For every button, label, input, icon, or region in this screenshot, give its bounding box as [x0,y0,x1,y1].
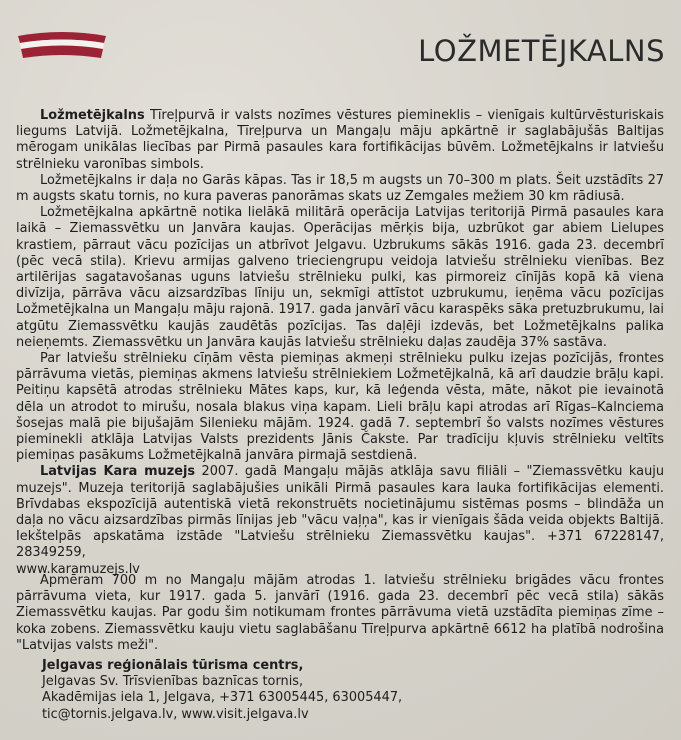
paragraph-battles: Ložmetējkalna apkārtnē notika lielākā militārā operācija Latvijas teritorijā Pirmā pasaules kara laikā – Ziemassvētku un Janvāra kaujas. Operācijas mērķis bija, uzbrūkot gar abiem Lielupes krastiem, pārraut vācu pozīcijas un atbrīvot Jelgavu. Uzbrukums sākās 1916. gada 23. decembrī (pēc vecā stila). Krievu armijas galveno trieciengrupu veidoja latviešu strēlnieku vienības. Bez artilērijas sagatavošanas uguns latviešu strēlnieku pulki, kas pirmoreiz cīnījās kopā kā viena divīzija, pārrāva vācu aizsardzības līniju un, sekmīgi attīstot uzbrukumu, ieņēma vācu pozīcijas Ložmetējkalna un Mangaļu māju rajonā. 1917. gada janvārī vācu karaspēks sāka pretuzbrukumu, lai atgūtu Ziemassvētku kaujās zaudētās pozīcijas. Tas daļēji izdevās, bet Ložmetējkalns palika neieņemts. Ziemassvētku un Janvāra kaujās latviešu strēlnieku daļas zaudēja 37% sastāva. [16,205,664,350]
term-lozmetejkalns: Ložmetējkalns [40,108,145,123]
main-text [16,108,664,578]
museum-website: www.karamuzejs.lv [16,561,140,577]
paragraph-breakthrough: Apmēram 700 m no Mangaļu mājām atrodas 1. latviešu strēlnieku brigādes vācu frontes pārrāvuma vieta, kur 1917. gada 5. janvārī (1916. gada 23. decembrī pēc vecā stila) sākās Ziemassvētku kaujas. Par godu šim notikumam frontes pārrāvuma vietā uzstādīta piemiņas zīme – koka zobens. Ziemassvētku kauju vietu saglabāšanu Tīreļpurva apkārtnē 6612 ha platībā nodrošina "Latvijas valsts meži". [16,573,664,653]
contact-block [42,658,642,723]
paragraph-geography: Ložmetējkalns ir daļa no Garās kāpas. Tas ir 18,5 m augsts un 70–300 m plats. Šeit uzstādīts 27 m augsts skatu tornis, no kura paveras panorāmas skats uz Zemgales mežiem 30 km rādiusā. [16,172,664,205]
paragraph-memorials: Par latviešu strēlnieku cīņām vēsta piemiņas akmeņi strēlnieku pulku izejas pozīcijās, frontes pārrāvuma vietās, piemiņas akmens latviešu strēlniekiem Ložmetējkalnā, kā arī daudzie brāļu kapi. Peitiņu kapsētā atrodas strēlnieku Mātes kaps, kur, kā leģenda vēsta, māte, nākot pie ievainotā dēla un atrodot to mirušu, nosala blakus viņa kapam. Lieli brāļu kapi atrodas arī Rīgas–Kalnciema šosejas malā pie bijušajām Silenieku mājām. 1924. gadā 7. septembrī šo valsts nozīmes vēstures pieminekli atklāja Latvijas Valsts prezidents Jānis Čakste. Par tradīciju kļuvis strēlnieku veltīts piemiņas pasākums Ložmetējkalnā janvāra pirmajā sestdienā. [16,351,664,464]
closing-text [16,573,664,654]
contact-line-tower: Jelgavas Sv. Trīsvienības baznīcas tornis, [42,674,304,690]
page-title: LOŽMETĒJKALNS [418,34,665,68]
term-war-museum: Latvijas Kara muzejs [40,464,196,480]
contact-line-web: tic@tornis.jelgava.lv, www.visit.jelgava.lv [42,706,309,722]
latvian-flag-icon [16,30,108,64]
contact-organization: Jelgavas reģionālais tūrisma centrs, [42,658,304,673]
contact-line-address: Akadēmijas iela 1, Jelgava, +371 63005445, 63005447, [42,690,403,706]
paragraph-museum: Latvijas Kara muzejs 2007. gadā Mangaļu mājās atklāja savu filiāli – "Ziemassvētku kauju muzejs". Muzeja teritorijā saglabājušies unikāli Pirmā pasaules kara lauka fortifikācijas elementi. Brīvdabas ekspozīcijā autentiskā vietā rekonstruēts nocietinājumu sistēmas posms – blindāža un daļa no vācu aizsardzības pirmās līnijas jeb "vācu vaļņa", kas ir vienīgais šāda veida objekts Baltijā. Iekštelpās apskatāma izstāde "Latviešu strēlnieku Ziemassvētku kaujas". +371 67228147, 28349259, www.karamuzejs.lv [16,464,664,577]
paragraph-intro: Ložmetējkalns Tīreļpurvā ir valsts nozīmes vēstures piemineklis – vienīgais kultūrvēsturiskais liegums Latvijā. Ložmetējkalna, Tīreļpurva un Mangaļu māju apkārtnē ir saglabājušās Baltijas mērogam unikālas liecības par Pirmā pasaules kara fortifikācijas būvēm. Ložmetējkalns ir latviešu strēlnieku varonības simbols. [16,108,664,172]
